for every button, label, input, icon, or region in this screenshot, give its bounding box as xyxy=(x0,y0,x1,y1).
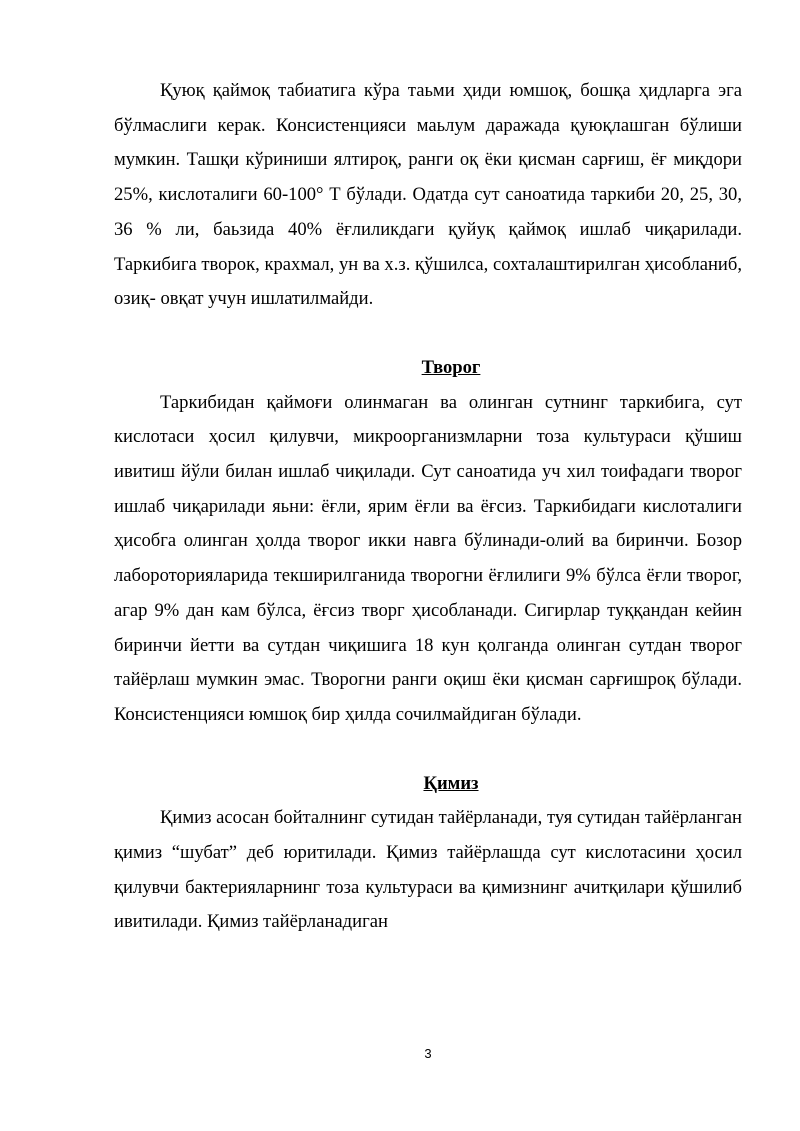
section-heading-tvorog: Творог xyxy=(421,356,481,378)
document-page xyxy=(114,74,742,940)
section-heading-kimiz: Қимиз xyxy=(423,772,479,794)
page-number: 3 xyxy=(424,1046,432,1061)
section-paragraph-kimiz: Қимиз асосан бойталнинг сутидан тайёрланади, туя сутидан тайёрланган қимиз “шубат” деб юритилади. Қимиз тайёрлашда сут кислотасини ҳосил қилувчи бактерияларнинг тоза культураси ва қимизнинг ачитқилари қўшилиб ивитилади. Қимиз тайёрланадиган xyxy=(114,807,742,933)
intro-paragraph: Қуюқ қаймоқ табиатига кўра таьми ҳиди юмшоқ, бошқа ҳидларга эга бўлмаслиги керак. Консистенцияси маьлум даражада қуюқлашган бўлиши мумкин. Ташқи кўриниши ялтироқ, ранги оқ ёки қисман сарғиш, ёғ миқдори 25%, кислоталиги 60-100° Т бўлади. Одатда сут саноатида таркиби 20, 25, 30, 36 % ли, баьзида 40% ёғлиликдаги қуйуқ қаймоқ ишлаб чиқарилади. Таркибига творок, крахмал, ун ва х.з. қўшилса, сохталаштирилган ҳисобланиб, озиқ- овқат учун ишлатилмайди. xyxy=(114,80,742,310)
section-paragraph-tvorog: Таркибидан қаймоғи олинмаган ва олинган сутнинг таркибига, сут кислотаси ҳосил қилувчи, микроорганизмларни тоза культураси қўшиш ивитиш йўли билан ишлаб чиқилади. Сут саноатида уч хил тоифадаги творог ишлаб чиқарилади яьни: ёғли, ярим ёғли ва ёғсиз. Таркибидаги кислоталиги ҳисобга олинган ҳолда творог икки навга бўлинади-олий ва биринчи. Бозор лабороторияларида текширилганида творогни ёғлилиги 9% бўлса ёғли творог, агар 9% дан кам бўлса, ёғсиз творг ҳисобланади. Сигирлар туққандан кейин биринчи йетти ва сутдан чиқишига 18 кун қолганда олинган сутдан творог тайёрлаш мумкин эмас. Творогни ранги оқиш ёки қисман сарғишроқ бўлади. Консистенцияси юмшоқ бир ҳилда сочилмайдиган бўлади. xyxy=(114,391,742,725)
